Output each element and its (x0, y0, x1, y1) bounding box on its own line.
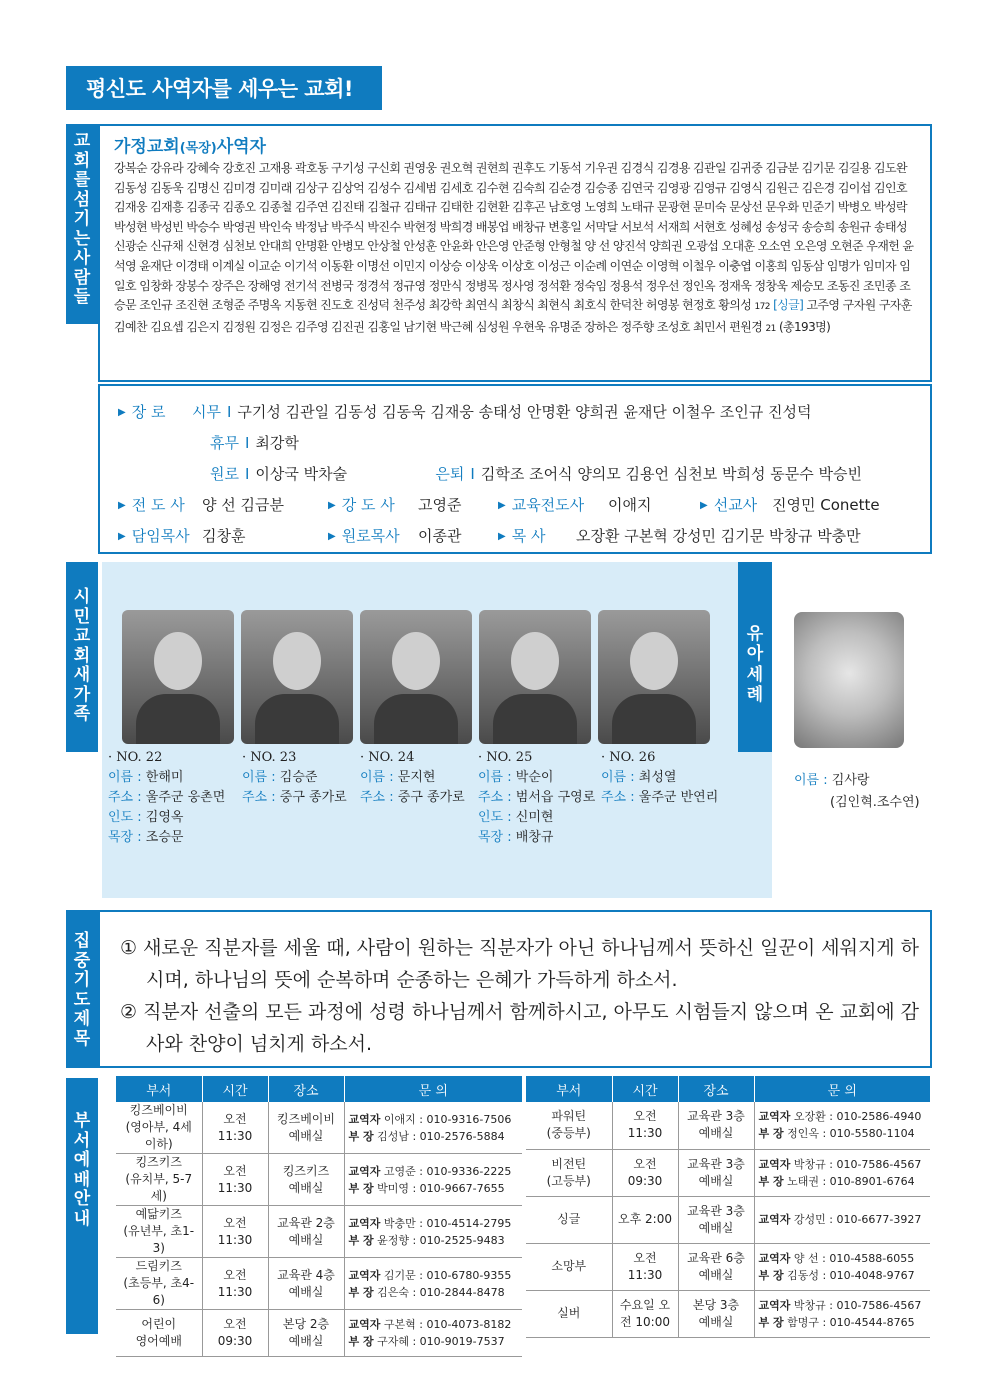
dept-name: 파워틴 (551, 1109, 587, 1124)
newcomer-no: · NO. 22 (108, 750, 163, 765)
tab-char: 회 (73, 150, 91, 171)
place-line: 예배실 (698, 1314, 734, 1329)
dept-sub: (유년부, 초1-3) (123, 1224, 195, 1255)
baptism-info (794, 770, 920, 814)
contact-role: 교역자 (758, 1157, 791, 1171)
worship-row (116, 1206, 522, 1258)
tab-char: 민 (73, 606, 91, 627)
prayer-section (98, 910, 932, 1068)
name-key: 이름 : (601, 770, 639, 785)
dept-cell (526, 1102, 612, 1149)
senior-elders: 이상국 박차술 (255, 465, 348, 483)
newcomer-photo (598, 610, 710, 744)
addr-key: 주소 : (601, 790, 639, 805)
ministers-title (114, 132, 916, 157)
tab-char: 교 (73, 626, 91, 647)
ministers-list (114, 159, 916, 339)
newcomer-photo (479, 610, 591, 744)
contact-phone: 김성남 : 010-2576-5884 (373, 1129, 505, 1143)
time-cell: 오전 11:30 (202, 1102, 268, 1154)
newcomer-address: 울주군 웅촌면 (145, 790, 226, 805)
header-contact: 문 의 (754, 1076, 930, 1102)
tab-char: 부 (73, 1111, 91, 1131)
place-line: 교육관 3층 (687, 1109, 745, 1124)
tab-char: 례 (746, 685, 764, 706)
contact-role: 부 장 (758, 1268, 784, 1282)
header-time: 시간 (612, 1076, 678, 1102)
newcomer-name: 문지현 (397, 770, 436, 785)
row-senior: 원로 I 이상국 박차술 은퇴 I 김학조 조어식 양의모 김용언 심천보 박희성 동문수 박승빈 (210, 464, 862, 483)
dept-name: 예닮키즈 (135, 1207, 182, 1221)
row-pastors (118, 520, 912, 551)
tab-char: 도 (73, 989, 91, 1010)
tab-char: 회 (73, 645, 91, 666)
dept-cell (526, 1290, 612, 1337)
contact-role: 부 장 (758, 1315, 784, 1329)
time-cell: 오전 09:30 (612, 1149, 678, 1196)
addr-key: 주소 : (108, 790, 146, 805)
name-key: 이름 : (360, 770, 398, 785)
newcomer-guide: 신미현 (515, 810, 554, 825)
contact-role: 부 장 (348, 1335, 374, 1348)
baby-photo (794, 612, 904, 748)
tab-char: 가 (73, 684, 91, 705)
contact-cell (754, 1149, 930, 1196)
guide-key: 인도 : (108, 810, 146, 825)
tab-char: 배 (73, 1169, 91, 1190)
place-line: 예배실 (288, 1284, 324, 1299)
dept-name: 어린이 (141, 1317, 177, 1331)
retired-elders: 김학조 조어식 양의모 김용언 심천보 박희성 동문수 박승빈 (480, 465, 862, 483)
place-cell (268, 1258, 344, 1310)
dept-name: 소망부 (551, 1259, 587, 1273)
active-label: 시무 (192, 403, 221, 421)
newcomer-leader: 배창규 (515, 830, 554, 845)
newcomer-leader: 조승문 (145, 830, 184, 845)
newcomer-info (360, 748, 465, 808)
contact-phone: 박창규 : 010-7586-4567 (790, 1157, 922, 1171)
dept-cell (116, 1206, 202, 1258)
worship-row (116, 1102, 522, 1154)
header-place: 장소 (268, 1076, 344, 1102)
time-cell: 오전 11:30 (612, 1243, 678, 1290)
contact-role: 교역자 (348, 1112, 381, 1126)
dept-sub: (유치부, 5-7세) (125, 1172, 193, 1203)
place-line: 킹즈키즈 (282, 1163, 330, 1178)
tab-char: 는 (73, 228, 91, 249)
pastor-label: ▶ 목 사 (498, 525, 572, 546)
newcomer-photo (360, 610, 472, 744)
contact-phone: 고영준 : 010-9336-2225 (380, 1164, 512, 1178)
officers-section (98, 384, 932, 554)
count-a: 172 (754, 302, 770, 313)
contact-role: 교역자 (758, 1298, 791, 1312)
contact-phone: 이애지 : 010-9316-7506 (380, 1112, 512, 1126)
lecturer: 고영준 (418, 496, 462, 514)
worship-table-right (526, 1076, 930, 1338)
worship-table-left (116, 1076, 522, 1357)
count-b: 21 (765, 323, 776, 334)
title-tail: 사역자 (216, 137, 266, 157)
tab-char: 시 (73, 587, 91, 607)
senior-label: 원로 (210, 465, 239, 483)
header-dept: 부서 (526, 1076, 612, 1102)
dept-sub: (초등부, 초4-6) (123, 1276, 195, 1307)
place-line: 본당 3층 (692, 1297, 740, 1312)
tab-char: 람 (73, 267, 91, 288)
evangelists: 양 선 김금분 (202, 496, 284, 514)
worship-row (116, 1310, 522, 1357)
title-small: (목장) (179, 141, 217, 156)
newcomer-name: 한해미 (145, 770, 184, 785)
place-line: 교육관 6층 (687, 1250, 745, 1265)
newcomer-address: 울주군 반연리 (638, 790, 719, 805)
rest-elders: 최강학 (255, 434, 299, 452)
contact-role: 교역자 (758, 1213, 791, 1226)
leader-key: 목장 : (478, 830, 516, 845)
dept-cell (116, 1258, 202, 1310)
tab-char: 를 (73, 170, 91, 191)
contact-cell (754, 1290, 930, 1337)
prayer-item: ① 새로운 직분자를 세울 때, 사람이 원하는 직분자가 아닌 하나님께서 뜻하신 일꾼이 세워지게 하시며, 하나님의 뜻에 순복하며 순종하는 은혜가 가득하게 하소서. (120, 937, 920, 991)
prayer-item: ② 직분자 선출의 모든 과정에 성령 하나님께서 함께하시고, 아무도 시험들지 않으며 온 교회에 감사와 찬양이 넘치게 하소서. (120, 1001, 920, 1055)
tab-char: 섬 (73, 189, 91, 210)
tab-char: 세 (746, 664, 764, 685)
newcomer-no: · NO. 26 (601, 750, 656, 765)
dept-cell (116, 1102, 202, 1154)
contact-role: 교역자 (758, 1251, 791, 1265)
time-cell: 오전 11:30 (202, 1258, 268, 1310)
contact-role: 교역자 (348, 1268, 381, 1282)
place-line: 예배실 (288, 1334, 324, 1348)
tab-char: 아 (746, 644, 764, 665)
place-line: 킹즈베이비 (277, 1111, 335, 1126)
time-cell: 오전 11:30 (612, 1102, 678, 1149)
contact-cell (344, 1310, 522, 1357)
newcomer-address: 범서읍 구영로 (515, 790, 596, 805)
contact-role: 부 장 (348, 1181, 374, 1195)
time-cell: 오전 11:30 (202, 1206, 268, 1258)
name-key: 이름 : (108, 770, 146, 785)
baby-name: 김사랑 (831, 773, 870, 788)
time-cell: 수요일 오전 10:00 (612, 1290, 678, 1337)
place-cell (268, 1102, 344, 1154)
contact-cell (344, 1102, 522, 1154)
addr-key: 주소 : (242, 790, 280, 805)
guide-key: 인도 : (478, 810, 516, 825)
place-line: 교육관 3층 (687, 1203, 745, 1218)
dept-cell (116, 1310, 202, 1357)
tab-char: 새 (73, 665, 91, 686)
newcomer-info (242, 748, 347, 808)
header-contact: 문 의 (344, 1076, 522, 1102)
row-elders: ▶ 장 로 시무 I 구기성 김관일 김동성 김동욱 김재웅 송태성 안명환 양희권 윤재단 이철우 조인규 진성덕 (118, 396, 912, 427)
place-line: 예배실 (698, 1267, 734, 1282)
name-key: 이름 : (794, 773, 832, 788)
contact-role: 부 장 (758, 1127, 784, 1141)
contact-phone: 정인옥 : 010-5580-1104 (783, 1127, 915, 1141)
tab-char: 기 (73, 970, 91, 991)
contact-role: 부 장 (348, 1129, 374, 1143)
dept-name: 비전틴 (551, 1156, 587, 1171)
missionary-label: ▶ 선교사 (700, 494, 762, 515)
newcomer-name: 김승준 (279, 770, 318, 785)
tab-new-family (66, 562, 98, 752)
contact-cell (344, 1154, 522, 1206)
newcomer-address: 중구 종가로 (397, 790, 465, 805)
worship-row (526, 1149, 930, 1196)
head-pastor-label: ▶ 담임목사 (118, 525, 198, 546)
tab-prayer-topics (66, 910, 98, 1068)
contact-role: 교역자 (348, 1164, 381, 1178)
contact-role: 부 장 (758, 1174, 784, 1188)
tab-church-servants (66, 124, 98, 324)
dept-cell (526, 1149, 612, 1196)
contact-cell (344, 1206, 522, 1258)
place-cell (678, 1196, 754, 1243)
worship-row (116, 1154, 522, 1206)
worship-row (116, 1258, 522, 1310)
tab-char: 족 (73, 704, 91, 725)
contact-phone: 윤정향 : 010-2525-9483 (373, 1233, 505, 1247)
contact-phone: 박미영 : 010-9667-7655 (373, 1181, 505, 1195)
place-line: 예배실 (698, 1126, 734, 1141)
time-cell: 오후 2:00 (612, 1196, 678, 1243)
contact-cell (344, 1258, 522, 1310)
dept-sub: (중등부) (546, 1126, 591, 1141)
time-cell: 오전 09:30 (202, 1310, 268, 1357)
place-cell (678, 1102, 754, 1149)
tab-char: 사 (73, 248, 91, 269)
lecturer-label: ▶ 강 도 사 (328, 494, 414, 515)
pastors: 오장환 구본혁 강성민 김기문 박창규 박충만 (576, 527, 861, 545)
place-cell (268, 1310, 344, 1357)
tab-char: 예 (73, 1150, 91, 1171)
newcomer-address: 중구 종가로 (279, 790, 347, 805)
place-cell (678, 1149, 754, 1196)
place-cell (268, 1154, 344, 1206)
contact-phone: 김은숙 : 010-2844-8478 (373, 1285, 505, 1299)
place-line: 교육관 4층 (277, 1267, 335, 1282)
tab-char: 중 (73, 950, 91, 971)
addr-key: 주소 : (360, 790, 398, 805)
dept-cell (526, 1196, 612, 1243)
singles-label: [싱글] (773, 298, 804, 313)
edu-label: ▶ 교육전도사 (498, 494, 604, 515)
retired-label: 은퇴 (435, 465, 465, 483)
tab-worship-guide (66, 1078, 98, 1334)
tab-char: 교 (73, 131, 91, 151)
edu-evangelist: 이애지 (608, 496, 652, 514)
place-line: 예배실 (288, 1128, 324, 1143)
newcomer-no: · NO. 24 (360, 750, 415, 765)
place-line: 예배실 (288, 1180, 324, 1195)
elders-label: ▶ 장 로 (118, 401, 184, 422)
place-cell (678, 1290, 754, 1337)
dept-cell (526, 1243, 612, 1290)
emeritus-label: ▶ 원로목사 (328, 525, 414, 546)
time-cell: 오전 11:30 (202, 1154, 268, 1206)
dept-sub: (고등부) (546, 1173, 591, 1188)
baby-parents: (김인혁.조수연) (830, 795, 920, 810)
contact-cell (754, 1196, 930, 1243)
header-time: 시간 (202, 1076, 268, 1102)
worship-row (526, 1243, 930, 1290)
name-key: 이름 : (242, 770, 280, 785)
total-count: (총193명) (778, 319, 831, 334)
contact-phone: 강성민 : 010-6677-3927 (790, 1213, 922, 1226)
place-line: 교육관 2층 (277, 1215, 335, 1230)
contact-role: 교역자 (348, 1216, 381, 1230)
tab-char: 유 (746, 624, 764, 644)
contact-phone: 김동성 : 010-4048-9767 (783, 1268, 915, 1282)
newcomer-info (478, 748, 595, 848)
singles-names: 고주영 구자원 구자훈 김예찬 김요셉 김은지 김정원 김정은 김주영 김진권 김홍일 남기현 박근혜 심성원 우현욱 유명준 장하은 정주향 조성호 최민서 편원경 (114, 298, 912, 334)
place-line: 본당 2층 (282, 1317, 330, 1331)
newcomer-no: · NO. 23 (242, 750, 297, 765)
row-rest: 휴무 I 최강학 (210, 433, 299, 452)
contact-role: 교역자 (348, 1318, 381, 1331)
place-cell (268, 1206, 344, 1258)
ministers-section (98, 124, 932, 382)
active-elders: 구기성 김관일 김동성 김동욱 김재웅 송태성 안명환 양희권 윤재단 이철우 조인규 진성덕 (237, 403, 812, 421)
leader-key: 목장 : (108, 830, 146, 845)
contact-phone: 구본혁 : 010-4073-8182 (380, 1318, 512, 1331)
dept-sub: (영아부, 4세이하) (125, 1120, 192, 1151)
place-line: 예배실 (698, 1220, 734, 1235)
contact-phone: 오장환 : 010-2586-4940 (790, 1110, 922, 1124)
tab-char: 집 (73, 931, 91, 951)
contact-role: 부 장 (348, 1233, 374, 1247)
worship-row (526, 1102, 930, 1149)
tab-char: 내 (73, 1208, 91, 1229)
place-cell (678, 1243, 754, 1290)
dept-name: 드림키즈 (135, 1259, 182, 1273)
page-banner: 평신도 사역자를 세우는 교회! (66, 66, 382, 110)
newcomer-no: · NO. 25 (478, 750, 533, 765)
title-main: 가정교회 (114, 137, 180, 157)
missionaries: 진영민 Conette (772, 496, 880, 514)
contact-phone: 노태권 : 010-8901-6764 (783, 1174, 915, 1188)
name-key: 이름 : (478, 770, 516, 785)
tab-char: 들 (73, 287, 91, 308)
dept-cell (116, 1154, 202, 1206)
worship-row (526, 1196, 930, 1243)
place-line: 예배실 (288, 1232, 324, 1247)
tab-char: 목 (73, 1028, 91, 1049)
newcomer-info (108, 748, 225, 848)
contact-phone: 구자혜 : 010-9019-7537 (373, 1335, 505, 1348)
dept-name: 싱글 (557, 1212, 581, 1226)
contact-phone: 함명구 : 010-4544-8765 (783, 1315, 915, 1329)
worship-row (526, 1290, 930, 1337)
head-pastor: 김창훈 (202, 527, 246, 545)
dept-name: 킹즈베이비 (129, 1103, 188, 1117)
newcomer-name: 박순이 (515, 770, 554, 785)
newcomer-photo (122, 610, 234, 744)
dept-name: 실버 (557, 1306, 581, 1320)
rest-label: 휴무 (210, 434, 239, 452)
contact-phone: 박창규 : 010-7586-4567 (790, 1298, 922, 1312)
newcomer-info (601, 748, 718, 808)
tab-char: 기 (73, 209, 91, 230)
tab-char: 서 (73, 1130, 91, 1151)
contact-phone: 박충만 : 010-4514-2795 (380, 1216, 512, 1230)
dept-name: 킹즈키즈 (135, 1155, 182, 1169)
place-line: 교육관 3층 (687, 1156, 745, 1171)
contact-phone: 양 선 : 010-4588-6055 (790, 1251, 915, 1265)
newcomer-name: 최성열 (638, 770, 677, 785)
header-place: 장소 (678, 1076, 754, 1102)
contact-phone: 김기문 : 010-6780-9355 (380, 1268, 512, 1282)
row-evangelists (118, 489, 912, 520)
evangelist-label: ▶ 전 도 사 (118, 494, 198, 515)
tab-char: 안 (73, 1189, 91, 1210)
contact-cell (754, 1102, 930, 1149)
contact-role: 교역자 (758, 1110, 791, 1124)
dept-sub: 영어예배 (135, 1334, 182, 1348)
emeritus-pastor: 이종관 (418, 527, 462, 545)
addr-key: 주소 : (478, 790, 516, 805)
newcomer-guide: 김영옥 (145, 810, 184, 825)
tab-infant-baptism (738, 562, 772, 752)
tab-char: 제 (73, 1009, 91, 1030)
contact-cell (754, 1243, 930, 1290)
minister-names: 강복순 강유라 강혜숙 강호진 고재용 곽호동 구기성 구신회 권영웅 권오혁 권현희 권후도 기동석 기우권 김경식 김경용 김관일 김귀중 김금분 김기문 김길용 김도완 김동성 김동욱 김명신 김미경 김미래 김상구 김상억 김성수 김세범 김세호 김수현 김숙희 김순경 김승종 김연국 김영광 김영규 김영식 김원근 김은경 김이섭 김인호 김재웅 김재흥 김종국 김종오 김종철 김주연 김진태 김철규 김태규 김태한 김현환 김후곤 남호영 노영희 노태규 문광현 문미숙 문상선 문우화 민준기 박병오 박성락 박성현 박성빈 박승수 박영권 박인숙 박정남 박주식 박진수 박현정 박희경 배봉업 배창규 변홍일 서막달 서보석 서재희 서현호 성혜성 송성국 송승희 송원규 송태성 신광순 신규채 신현경 심천보 안대희 안명환 안병모 안상철 안성훈 안윤화 안은영 안준형 안형철 양 선 양진석 양희권 오광섭 오대훈 오소연 오은영 오현준 우재헌 윤석영 윤재단 이경태 이계실 이교순 이기석 이동환 이명선 이민지 이상승 이상욱 이상호 이성근 이순례 이연순 이영혁 이철우 이충엽 이홍희 임동삼 임명가 임미자 임일호 임창화 장봉수 장주은 장해영 전기석 전병국 정경석 정규영 정만식 정병목 정사영 정석환 정숙임 정용석 정우선 정인옥 정재욱 정창욱 제승모 조동진 조민종 조승문 조인규 조진현 조형준 주명옥 지동현 진도호 진성덕 천주성 최강학 최연식 최창식 최현식 최호식 한덕찬 허영봉 현정호 황의성 (114, 161, 914, 313)
header-dept: 부서 (116, 1076, 202, 1102)
contact-role: 부 장 (348, 1285, 374, 1299)
newcomer-photo (241, 610, 353, 744)
place-line: 예배실 (698, 1173, 734, 1188)
